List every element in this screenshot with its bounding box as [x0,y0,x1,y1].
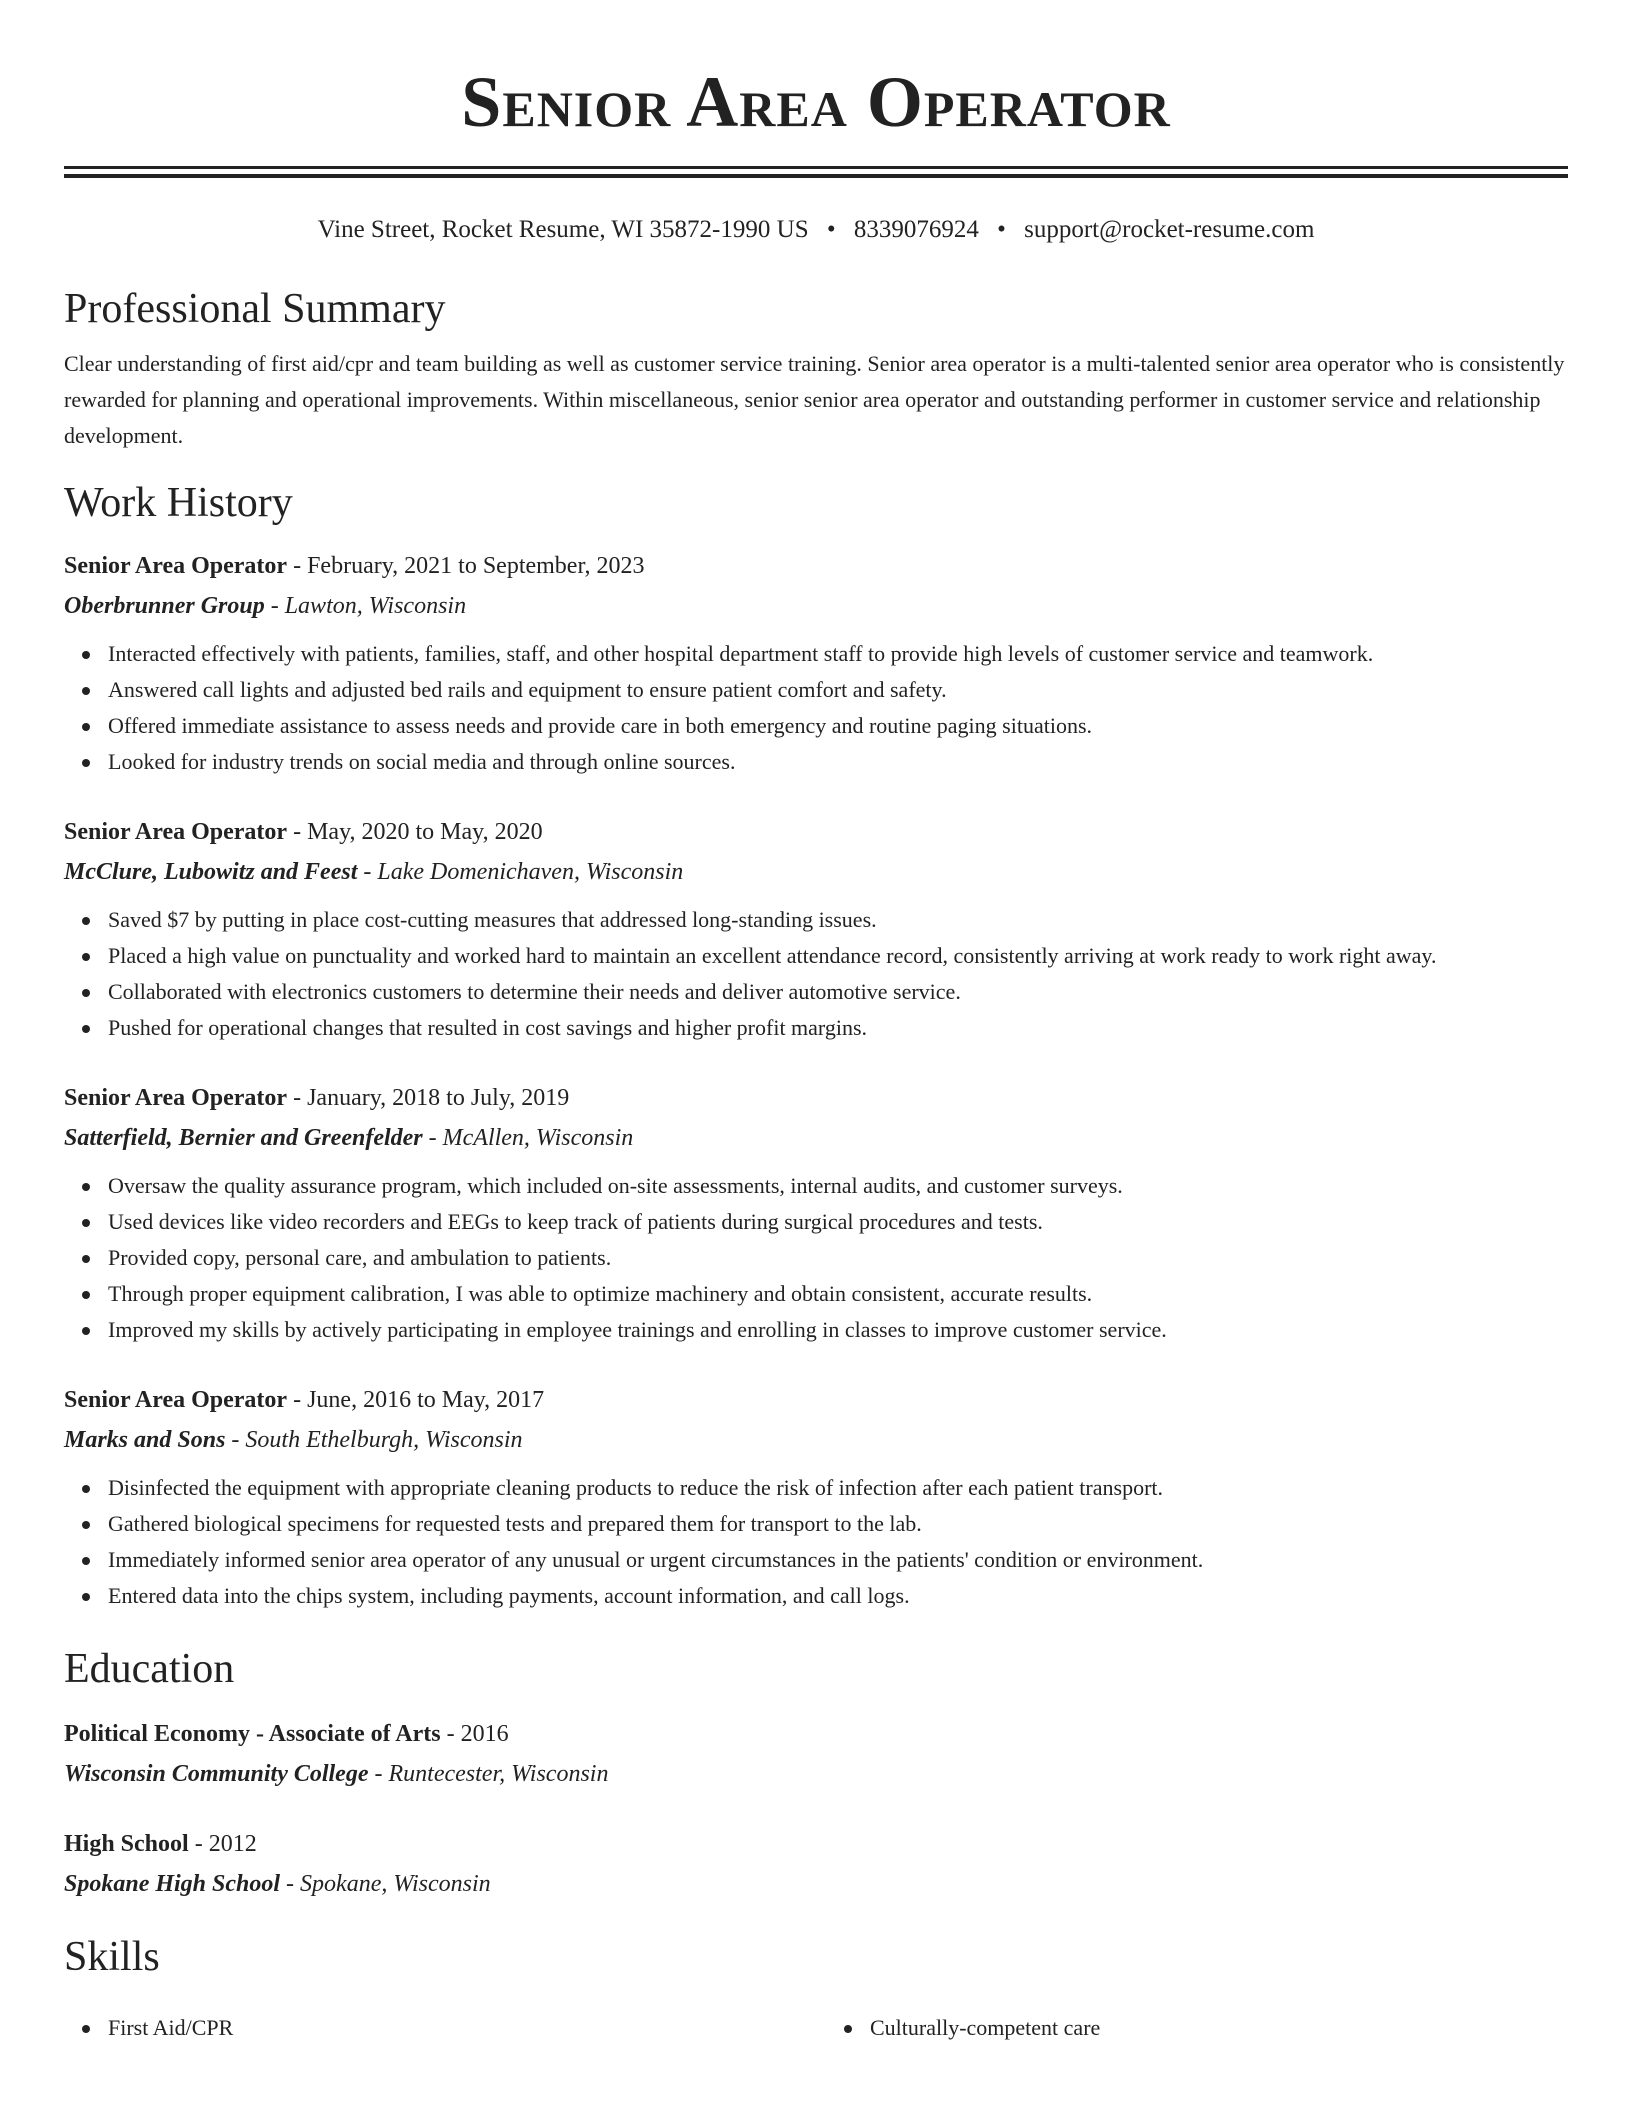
job-location: - South Ethelburgh, Wisconsin [225,1427,523,1453]
summary-text: Clear understanding of first aid/cpr and team building as well as customer service training. Senior area operator is a multi-talented senior area operator who is consistently rewarded for planning and operational improvements. Within miscellaneous, senior senior area operator and outstanding performer in customer service and relationship development. [64,351,1565,448]
education-school: Spokane High School [64,1871,281,1897]
education-degree-line [64,1824,1568,1864]
job-title-line [64,546,1568,586]
job-bullet: Pushed for operational changes that resulted in cost savings and higher profit margins. [108,1010,1568,1046]
resume-name: Senior Area Operator [461,62,1171,142]
job-company: Oberbrunner Group [64,593,265,619]
skill-item: Culturally-competent care [870,2010,1568,2046]
education-entry [64,1824,1568,1904]
job-title: Senior Area Operator [64,1387,288,1413]
education-degree: High School [64,1831,189,1857]
job-bullet-list [64,1168,1568,1348]
job-bullet: Used devices like video recorders and EEGs to keep track of patients during surgical procedures and tests. [108,1204,1568,1240]
job-title-line [64,812,1568,852]
job-location: - McAllen, Wisconsin [422,1125,634,1151]
job-title: Senior Area Operator [64,819,288,845]
job-company-line [64,852,1568,892]
job-location: - Lawton, Wisconsin [264,593,467,619]
job-company-line [64,586,1568,626]
skill-item: First Aid/CPR [108,2010,806,2046]
education-location: - Runtecester, Wisconsin [368,1761,609,1787]
job-bullet: Answered call lights and adjusted bed rails and equipment to ensure patient comfort and safety. [108,672,1568,708]
job-bullet: Provided copy, personal care, and ambulation to patients. [108,1240,1568,1276]
education-school: Wisconsin Community College [64,1761,369,1787]
job-title-line [64,1380,1568,1420]
job-bullet: Interacted effectively with patients, families, staff, and other hospital department staff to provide high levels of customer service and teamwork. [108,636,1568,672]
job-bullet-list [64,902,1568,1046]
contact-email: support@rocket-resume.com [1024,216,1315,243]
job-bullet: Improved my skills by actively participating in employee trainings and enrolling in classes to improve customer service. [108,1312,1568,1348]
education-heading: Education [64,1646,235,1692]
contact-line [64,214,1568,246]
education-year: - 2016 [440,1721,509,1747]
job-bullet: Gathered biological specimens for requested tests and prepared them for transport to the lab. [108,1506,1568,1542]
header-rule-top [64,166,1568,169]
contact-separator: • [997,216,1006,243]
job-company-line [64,1420,1568,1460]
job-entry [64,812,1568,1046]
job-bullet-list [64,1470,1568,1614]
skills-grid [64,2010,1568,2046]
job-dates: - February, 2021 to September, 2023 [287,553,645,579]
resume-page [64,0,1568,2046]
education-location: - Spokane, Wisconsin [280,1871,491,1897]
education-entry [64,1714,1568,1794]
job-entry [64,1078,1568,1348]
job-dates: - May, 2020 to May, 2020 [287,819,543,845]
job-bullet: Placed a high value on punctuality and worked hard to maintain an excellent attendance record, consistently arriving at work ready to work right away. [108,938,1568,974]
job-title: Senior Area Operator [64,1085,288,1111]
header-rule-bottom [64,174,1568,178]
job-dates: - June, 2016 to May, 2017 [287,1387,545,1413]
education-school-line [64,1754,1568,1794]
job-title-line [64,1078,1568,1118]
contact-phone: 8339076924 [853,216,979,243]
job-entry [64,1380,1568,1614]
job-bullet: Offered immediate assistance to assess needs and provide care in both emergency and routine paging situations. [108,708,1568,744]
education-year: - 2012 [188,1831,257,1857]
job-company-line [64,1118,1568,1158]
job-location: - Lake Domenichaven, Wisconsin [357,859,684,885]
education-degree: Political Economy - Associate of Arts [64,1721,441,1747]
job-title: Senior Area Operator [64,553,288,579]
job-bullet: Disinfected the equipment with appropriate cleaning products to reduce the risk of infection after each patient transport. [108,1470,1568,1506]
work-history-heading: Work History [64,480,293,526]
job-dates: - January, 2018 to July, 2019 [287,1085,570,1111]
skills-list-left [64,2010,806,2046]
contact-separator: • [826,216,836,243]
job-entry [64,546,1568,780]
job-bullet: Immediately informed senior area operator of any unusual or urgent circumstances in the patients' condition or environment. [108,1542,1568,1578]
summary-heading: Professional Summary [64,286,446,332]
job-bullet: Collaborated with electronics customers to determine their needs and deliver automotive service. [108,974,1568,1010]
job-company: McClure, Lubowitz and Feest [64,859,358,885]
job-bullet: Oversaw the quality assurance program, which included on-site assessments, internal audits, and customer surveys. [108,1168,1568,1204]
job-bullet: Entered data into the chips system, including payments, account information, and call logs. [108,1578,1568,1614]
job-bullet: Saved $7 by putting in place cost-cutting measures that addressed long-standing issues. [108,902,1568,938]
skills-list-right [826,2010,1568,2046]
job-company: Marks and Sons [64,1427,226,1453]
job-company: Satterfield, Bernier and Greenfelder [64,1125,423,1151]
job-bullet: Looked for industry trends on social media and through online sources. [108,744,1568,780]
education-degree-line [64,1714,1568,1754]
education-school-line [64,1864,1568,1904]
contact-address: Vine Street, Rocket Resume, WI 35872-1990 US [317,216,809,243]
skills-heading: Skills [64,1934,160,1980]
job-bullet-list [64,636,1568,780]
job-bullet: Through proper equipment calibration, I was able to optimize machinery and obtain consistent, accurate results. [108,1276,1568,1312]
